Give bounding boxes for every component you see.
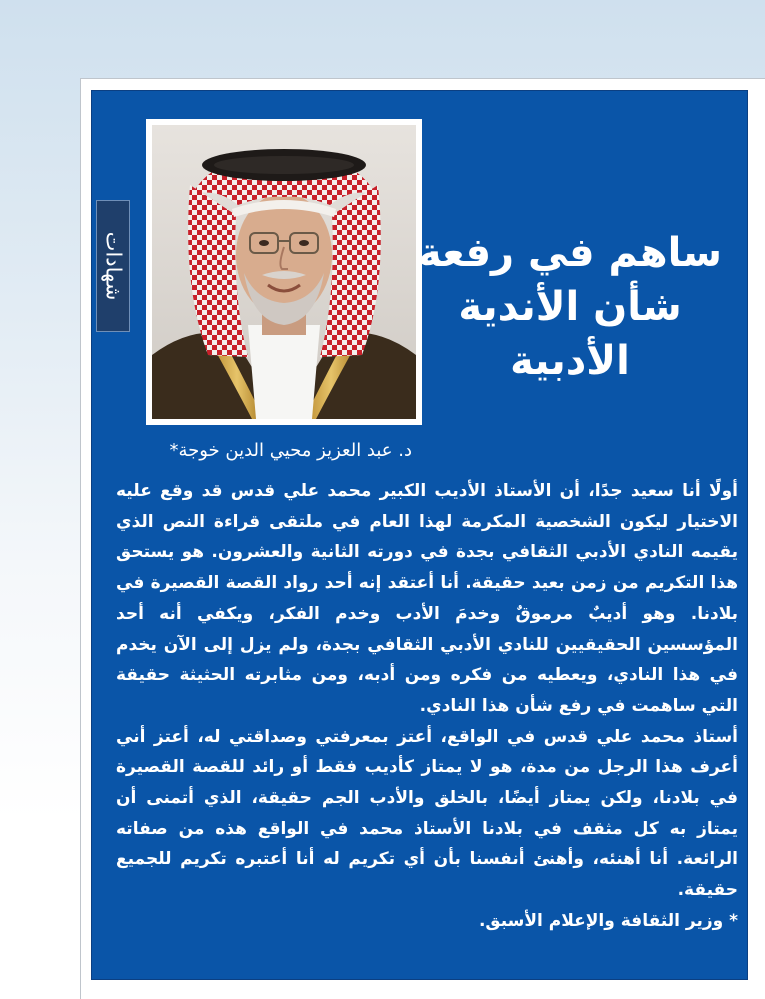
paragraph: أولًا أنا سعيد جدًا، أن الأستاذ الأديب الكبير محمد علي قدس قد وقع عليه الاختيار ليكون الشخصية المكرمة لهذا العام في ملتقى قراءة النص الذي يقيمه النادي الأدبي الثقافي بجدة في دورته الثانية والعشرون. هو يستحق هذا التكريم من زمن بعيد حقيقة. أنا أعتقد إنه أحد رواد القصة القصيرة في بلادنا. وهو أديبٌ مرموقٌ وخدمَ الأدب وخدم الفكر، ويكفي أنه أحد المؤسسين الحقيقيين للنادي الأدبي الثقافي بجدة، ولم يزل إلى الآن يخدم في هذا النادي، ويعطيه من فكره ومن أدبه، ومن مثابرته الحثيثة حقيقة التي ساهمت في رفع شأن هذا النادي. xyxy=(116,481,738,716)
headline xyxy=(412,226,728,388)
section-label: شهادات xyxy=(101,231,126,301)
headline-line-3: الأدبية xyxy=(510,338,630,384)
byline: د. عبد العزيز محيي الدين خوجة* xyxy=(169,440,412,461)
section-tab xyxy=(96,200,130,332)
headline-line-2: شأن الأندية xyxy=(458,284,682,330)
headline-line-1: ساهم في رفعة xyxy=(417,230,723,276)
paragraph: أستاذ محمد علي قدس في الواقع، أعتز بمعرفتي وصداقتي له، أعتز أني أعرف هذا الرجل من مدة، هو لا يمتاز كأديب فقط أو رائد للقصة القصيرة في بلادنا، ولكن يمتاز أيضًا، بالخلق والأدب الجم حقيقة، الذي أتمنى أن يمتاز به كل مثقف في بلادنا الأستاذ محمد في الواقع هذه من صفاته الرائعة. أنا أهنئه، وأهنئ أنفسنا بأن أي تكريم له أنا أعتبره تكريم للجميع حقيقة. xyxy=(116,726,738,901)
footnote: * وزير الثقافة والإعلام الأسبق. xyxy=(478,910,738,931)
portrait-photo xyxy=(146,119,422,425)
article-body xyxy=(116,476,738,937)
portrait-illustration xyxy=(152,125,416,419)
